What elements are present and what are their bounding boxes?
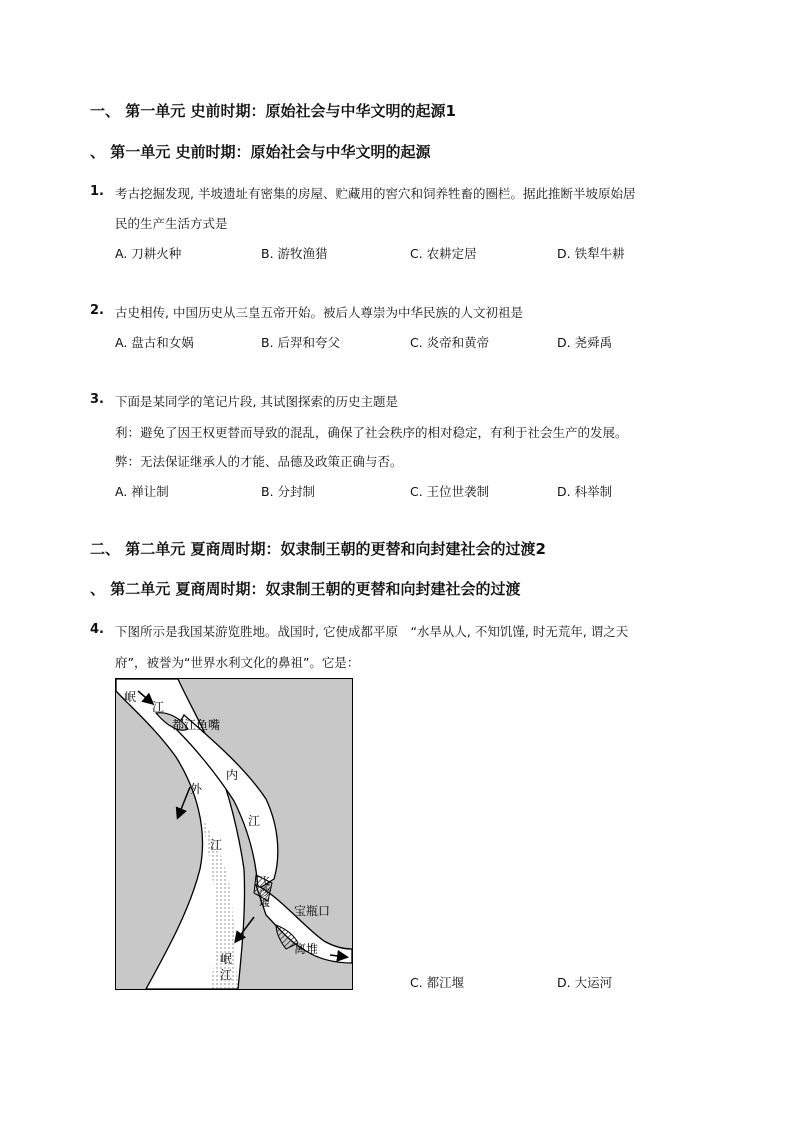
- question-text-4-line1: 下图所示是我国某游览胜地。战国时, 它使成都平原 “水旱从人, 不知饥馑, 时无荒年, 谓之天: [115, 624, 629, 639]
- map-label-yuzui: 都江鱼嘴: [172, 718, 221, 732]
- map-label-jiang-nei: 江: [248, 814, 261, 828]
- map-label-min2: 岷: [220, 952, 233, 966]
- option-2b[interactable]: B. 后羿和夸父: [261, 335, 341, 350]
- map-label-jiang-wai: 江: [210, 838, 223, 852]
- section-subheading-2: 、 第二单元 夏商周时期：奴隶制王朝的更替和向封建社会的过渡: [90, 580, 521, 598]
- option-1b[interactable]: B. 游牧渔猎: [261, 246, 328, 261]
- map-label-feishayan: 飞沙堰: [257, 875, 271, 908]
- section-heading-1: 一、 第一单元 史前时期：原始社会与中华文明的起源1: [90, 102, 456, 120]
- option-1c[interactable]: C. 农耕定居: [410, 246, 477, 261]
- question-text-3-line2: 利：避免了因王权更替而导致的混乱，确保了社会秩序的相对稳定，有利于社会生产的发展。: [115, 425, 628, 440]
- question-text-1-line1: 考古挖掘发现, 半坡遗址有密集的房屋、贮藏用的窖穴和饲养牲畜的圈栏。据此推断半坡原始居: [115, 186, 636, 201]
- map-label-jiang2: 江: [220, 968, 233, 982]
- map-label-jiang1: 江: [152, 700, 165, 714]
- map-label-min1: 岷: [124, 690, 137, 704]
- option-4c[interactable]: C. 都江堰: [410, 975, 465, 990]
- option-3b[interactable]: B. 分封制: [261, 484, 316, 499]
- question-text-3-line1: 下面是某同学的笔记片段, 其试图探索的历史主题是: [115, 394, 398, 409]
- question-number-1: 1.: [90, 184, 104, 199]
- question-text-3-line3: 弊：无法保证继承人的才能、品德及政策正确与否。: [115, 454, 403, 469]
- option-3c[interactable]: C. 王位世袭制: [410, 484, 490, 499]
- question-number-2: 2.: [90, 303, 104, 318]
- map-label-wai: 外: [190, 782, 203, 796]
- option-4d[interactable]: D. 大运河: [557, 975, 613, 990]
- question-text-1-line2: 民的生产生活方式是: [115, 216, 228, 231]
- map-label-lidui: 离堆: [294, 942, 319, 956]
- map-label-baopingkou: 宝瓶口: [294, 904, 331, 918]
- question-number-4: 4.: [90, 622, 104, 637]
- option-2c[interactable]: C. 炎帝和黄帝: [410, 335, 490, 350]
- option-3a[interactable]: A. 禅让制: [115, 484, 169, 499]
- option-1a[interactable]: A. 刀耕火种: [115, 246, 182, 261]
- option-1d[interactable]: D. 铁犁牛耕: [557, 246, 625, 261]
- section-heading-2: 二、 第二单元 夏商周时期：奴隶制王朝的更替和向封建社会的过渡2: [90, 540, 546, 558]
- question-number-3: 3.: [90, 392, 104, 407]
- question-text-4-line2: 府”，被誉为“世界水利文化的鼻祖”。它是：: [115, 655, 360, 670]
- question-text-2-line1: 古史相传, 中国历史从三皇五帝开始。被后人尊崇为中华民族的人文初祖是: [115, 305, 523, 320]
- map-label-nei: 内: [226, 768, 239, 782]
- option-2a[interactable]: A. 盘古和女娲: [115, 335, 194, 350]
- option-3d[interactable]: D. 科举制: [557, 484, 613, 499]
- option-2d[interactable]: D. 尧舜禹: [557, 335, 613, 350]
- section-subheading-1: 、 第一单元 史前时期：原始社会与中华文明的起源: [90, 143, 431, 161]
- dujiangyan-map: [115, 678, 353, 990]
